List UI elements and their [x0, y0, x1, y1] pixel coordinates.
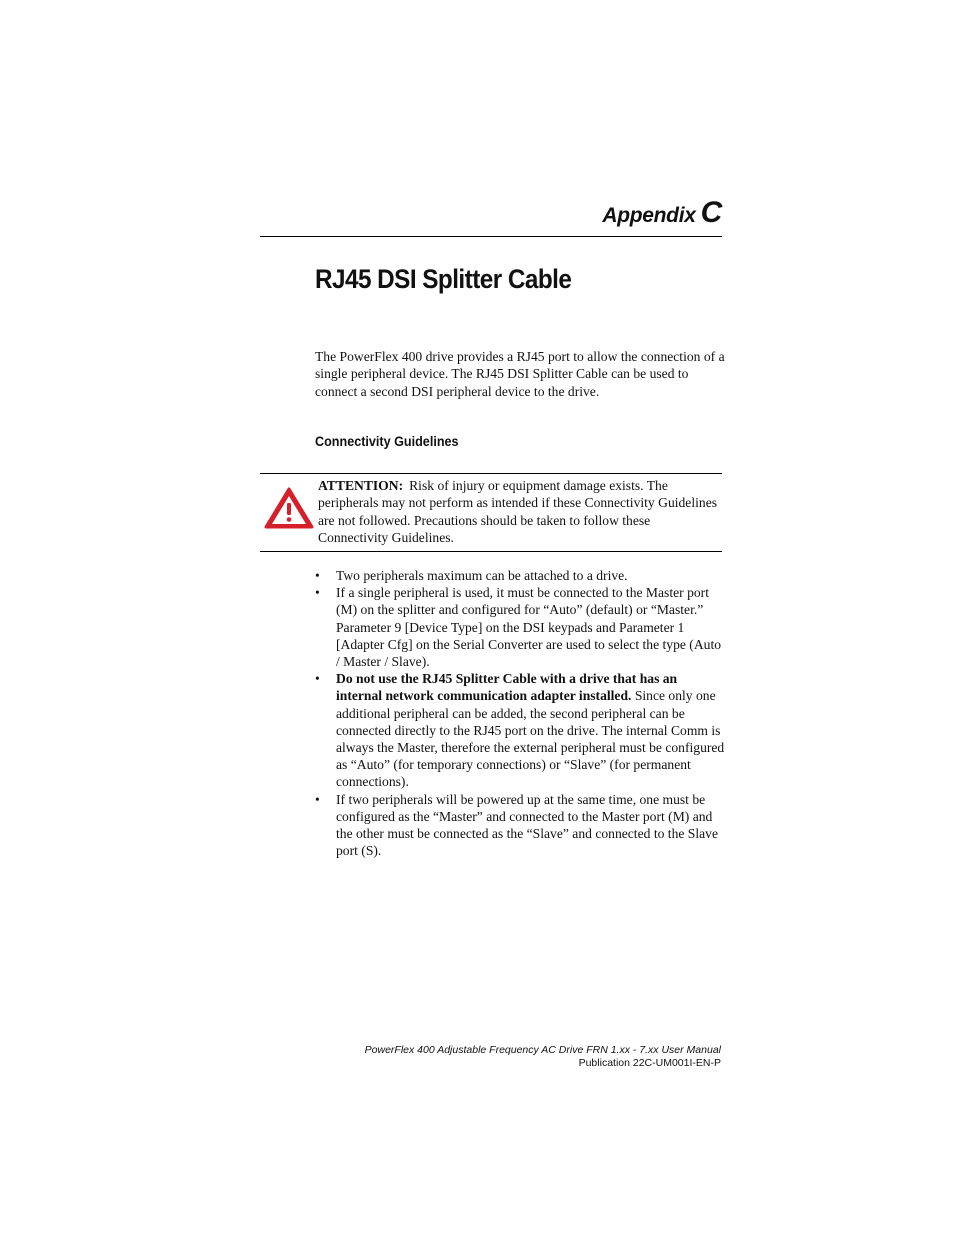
footer-publication: Publication 22C-UM001I-EN-P: [578, 1057, 721, 1069]
intro-paragraph: The PowerFlex 400 drive provides a RJ45 port to allow the connection of a single peripheral device. The RJ45 DSI Splitter Cable can be used to connect a second DSI peripheral device to the drive.: [315, 349, 725, 399]
footer-manual-title: PowerFlex 400 Adjustable Frequency AC Drive FRN 1.xx - 7.xx User Manual: [364, 1044, 721, 1056]
list-item: • Two peripherals maximum can be attached to a drive.: [315, 567, 725, 584]
list-item: • Do not use the RJ45 Splitter Cable with a drive that has an internal network communication adapter installed. Since only one additional peripheral can be added, the second peripheral can be connected directly to the RJ45 port on the drive. The internal Comm is always the Master, therefore the external peripheral must be configured as “Auto” (for temporary connections) or “Slave” (for permanent connections).: [315, 670, 725, 790]
attention-label: ATTENTION:: [318, 478, 404, 493]
list-item: • If a single peripheral is used, it must be connected to the Master port (M) on the splitter and configured for “Auto” (default) or “Master.” Parameter 9 [Device Type] on the DSI keypads and Parameter 1 [Adapter Cfg] on the Serial Converter are used to select the type (Auto / Master / Slave).: [315, 584, 725, 670]
attention-text: [318, 477, 718, 547]
appendix-word: Appendix: [602, 204, 696, 227]
guidelines-list: [315, 567, 725, 859]
attention-rule-bottom: [260, 551, 722, 552]
attention-body: Risk of injury or equipment damage exists. The peripherals may not perform as intended if these Connectivity Guidelines are not followed. Precautions should be taken to follow these Connectivity Guidelines.: [318, 478, 718, 546]
attention-rule-top: [260, 473, 722, 474]
list-item: • If two peripherals will be powered up at the same time, one must be configured as the “Master” and connected to the Master port (M) and the other must be connected as the “Slave” and connected to the Slave port (S).: [315, 791, 725, 860]
appendix-heading: [602, 196, 722, 230]
appendix-letter: C: [700, 196, 722, 229]
warning-triangle-icon: [264, 487, 314, 529]
header-rule: [260, 236, 722, 237]
page-footer: [365, 1044, 721, 1070]
page-title: RJ45 DSI Splitter Cable: [315, 264, 572, 294]
section-heading: Connectivity Guidelines: [315, 433, 459, 449]
